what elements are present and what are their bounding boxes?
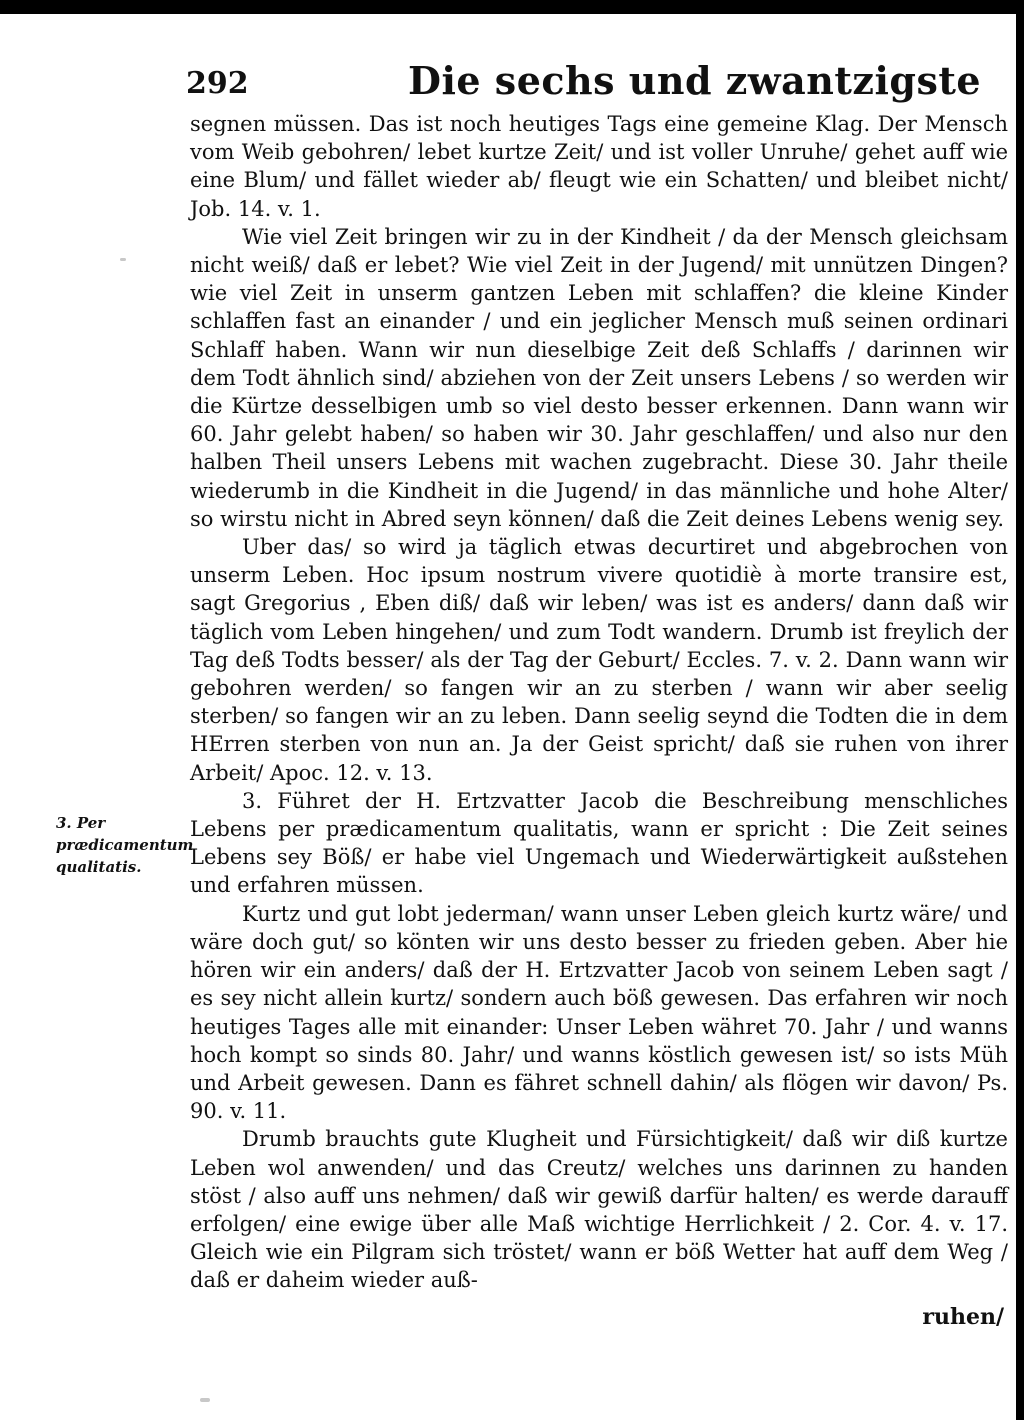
scan-smudge [120, 258, 126, 261]
main-text [190, 110, 1008, 1295]
scan-border-right [1016, 0, 1024, 1420]
paragraph: segnen müssen. Das ist noch heutiges Tags eine gemeine Klag. Der Mensch vom Weib gebohren/ lebet kurtze Zeit/ und ist voller Unruhe/ gehet auff wie eine Blum/ und fället wieder ab/ fleugt wie ein Schatten/ und bleibet nicht/ Job. 14. v. 1. [190, 112, 1008, 221]
paragraph: Wie viel Zeit bringen wir zu in der Kindheit / da der Mensch gleichsam nicht weiß/ daß er lebet? Wie viel Zeit in der Jugend/ mit unnützen Dingen? wie viel Zeit in unserm gantzen Leben mit schlaffen? die kleine Kinder schlaffen fast an einander / und ein jeglicher Mensch muß seinen ordinari Schlaff haben. Wann wir nun dieselbige Zeit deß Schlaffs / darinnen wir dem Todt ähnlich sind/ abziehen von der Zeit unsers Lebens / so werden wir die Kürtze desselbigen umb so viel desto besser erkennen. Dann wann wir 60. Jahr gelebt haben/ so haben wir 30. Jahr geschlaffen/ und also nur den halben Theil unsers Lebens mit wachen zugebracht. Diese 30. Jahr theile wiederumb in die Kindheit in die Jugend/ in das männliche und hohe Alter/ so wirstu nicht in Abred seyn können/ daß die Zeit deines Lebens wenig sey. [190, 224, 1008, 531]
paragraph: Uber das/ so wird ja täglich etwas decurtiret und abgebrochen von unserm Leben. Hoc ipsum nostrum vivere quotidiè à morte transire est, sagt Gregorius , Eben diß/ daß wir leben/ was ist es anders/ dann daß wir täglich vom Leben hingehen/ und zum Todt wandern. Drumb ist freylich der Tag deß Todts besser/ als der Tag der Geburt/ Eccles. 7. v. 2. Dann wann wir gebohren werden/ so fangen wir an zu sterben / wann wir aber seelig sterben/ so fangen wir an zu leben. Dann seelig seynd die Todten die in dem HErren sterben von nun an. Ja der Geist spricht/ daß sie ruhen von ihrer Arbeit/ Apoc. 12. v. 13. [190, 535, 1008, 785]
scan-smudge [200, 1398, 210, 1402]
paragraph: 3. Führet der H. Ertzvatter Jacob die Beschreibung menschliches Lebens per prædicamentum qualitatis, wann er spricht : Die Zeit seines Lebens sey Böß/ er habe viel Ungemach und Wiederwärtigkeit außstehen und erfahren müssen. [190, 788, 1008, 898]
running-title: Die sechs und zwantzigste [408, 58, 982, 103]
page-number: 292 [186, 66, 249, 101]
margin-note: 3. Per prædicamentum qualitatis. [56, 814, 194, 876]
scan-border-top [0, 0, 1024, 14]
paragraph: Kurtz und gut lobt jederman/ wann unser Leben gleich kurtz wäre/ und wäre doch gut/ so könten wir uns desto besser zu frieden geben. Aber hie hören wir ein anders/ daß der H. Ertzvatter Jacob von seinem Leben sagt / es sey nicht allein kurtz/ sondern auch böß gewesen. Das erfahren wir noch heutiges Tages alle mit einander: Unser Leben währet 70. Jahr / und wanns hoch kompt so sinds 80. Jahr/ und wanns köstlich gewesen ist/ so ists Müh und Arbeit gewesen. Dann es fähret schnell dahin/ als flögen wir davon/ Ps. 90. v. 11. [190, 901, 1008, 1124]
catchword: ruhen/ [922, 1304, 1004, 1330]
page-header [186, 58, 1006, 108]
paragraph: Drumb brauchts gute Klugheit und Fürsichtigkeit/ daß wir diß kurtze Leben wol anwenden/ und das Creutz/ welches uns darinnen zu handen stöst / also auff uns nehmen/ daß wir gewiß darfür halten/ es werde darauff erfolgen/ eine ewige über alle Maß wichtige Herrlichkeit / 2. Cor. 4. v. 17. Gleich wie ein Pilgram sich tröstet/ wann er böß Wetter hat auff dem Weg / daß er daheim wieder auß- [190, 1127, 1008, 1293]
